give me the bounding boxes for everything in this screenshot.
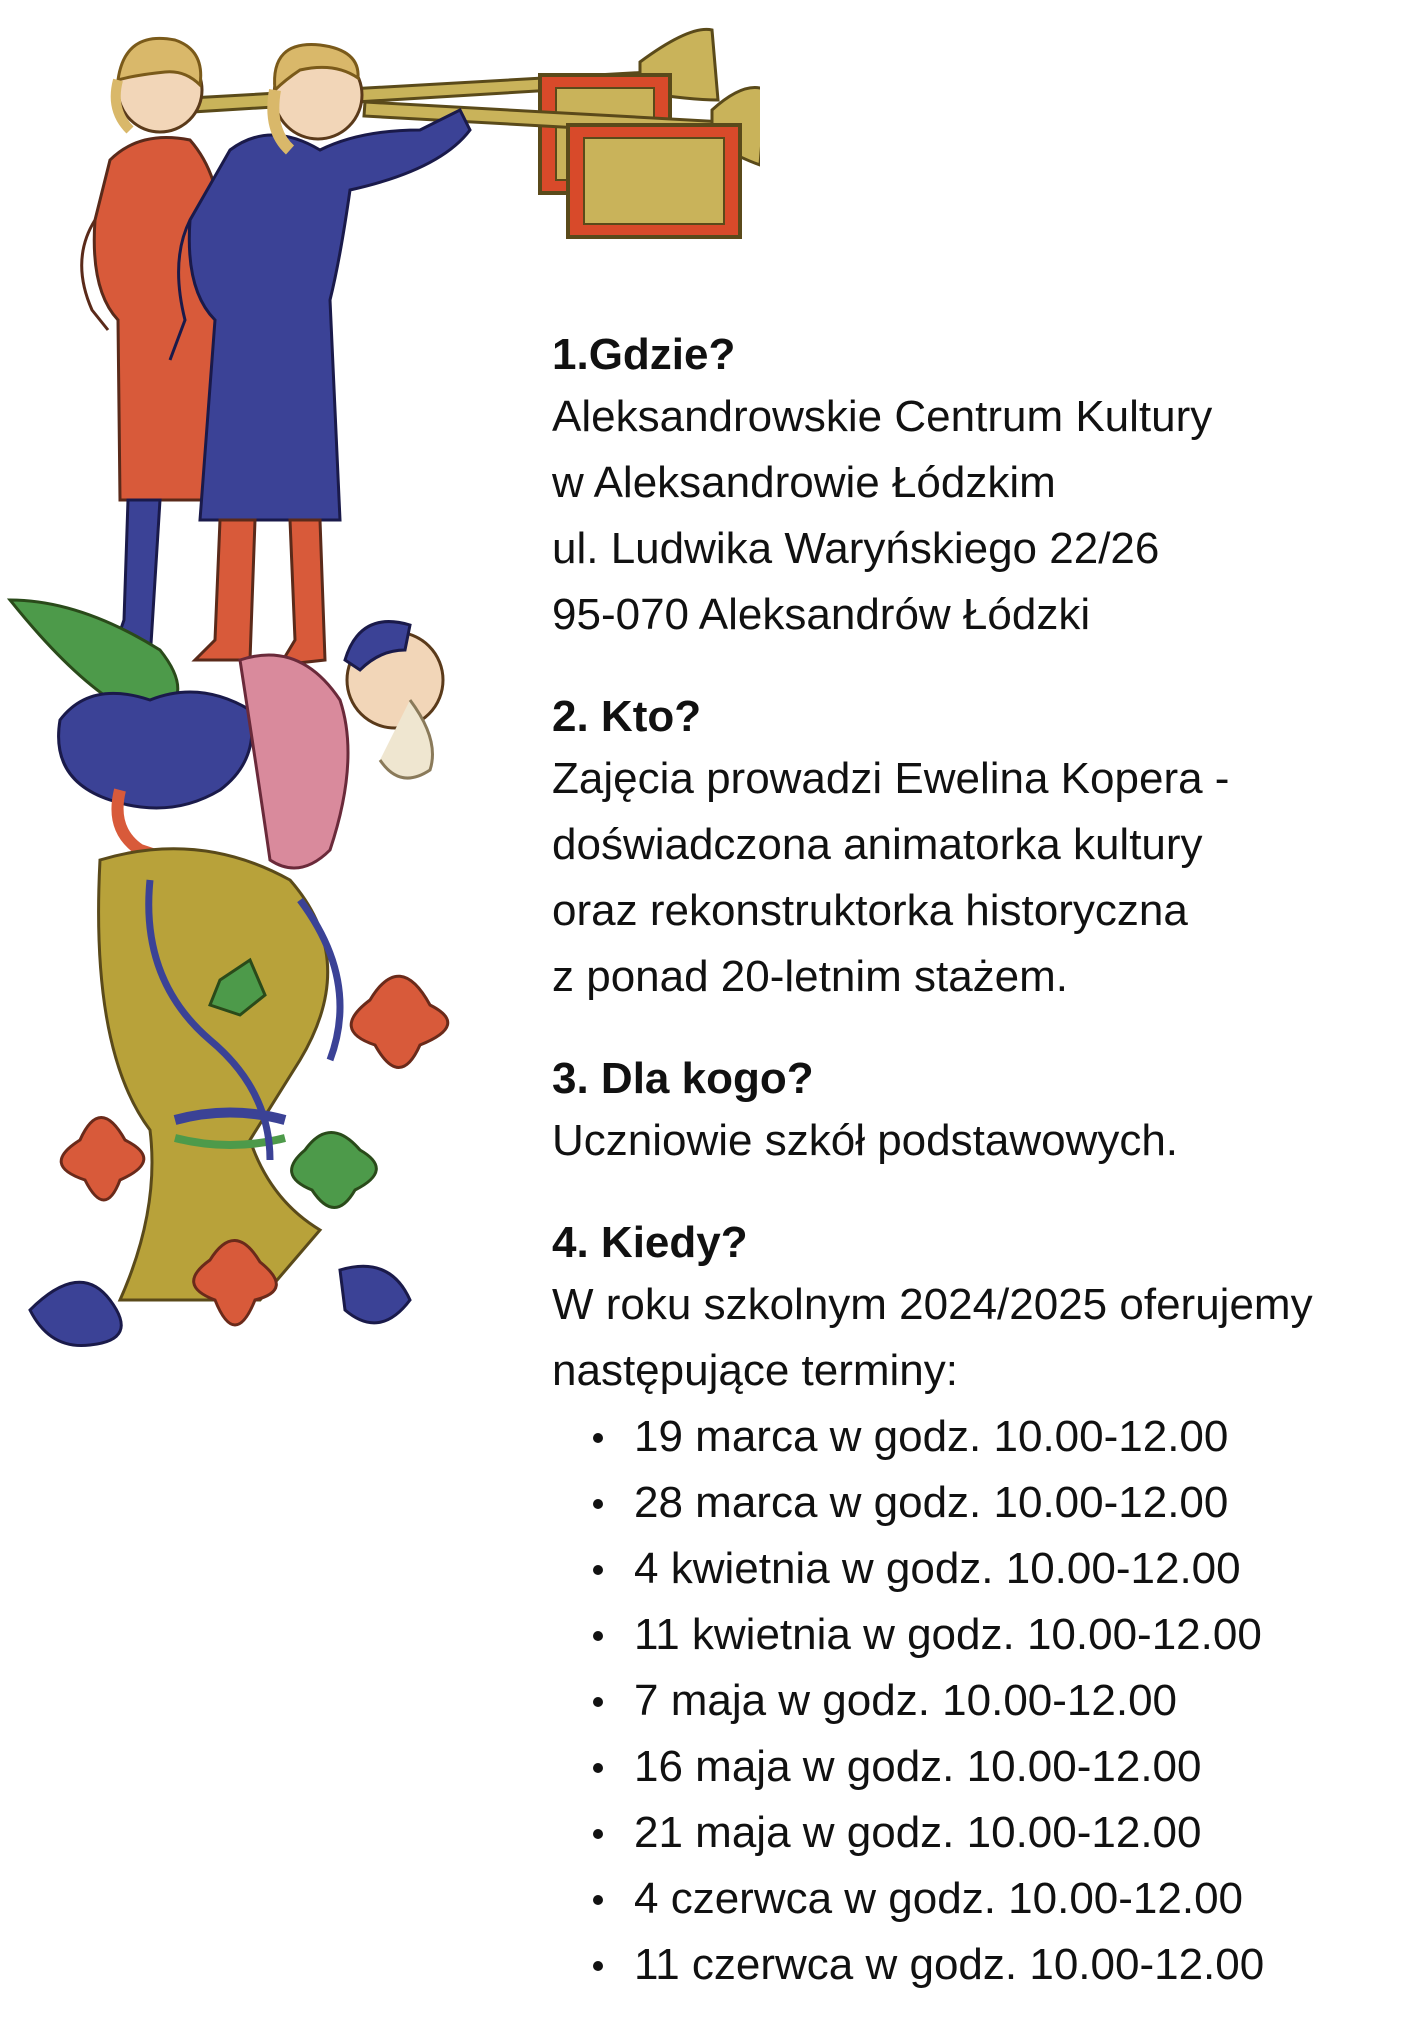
who-line: oraz rekonstruktorka historyczna [552, 886, 1188, 935]
section-where [552, 326, 1402, 648]
address-venue: Aleksandrowskie Centrum Kultury [552, 392, 1213, 441]
date-item: 4 czerwca w godz. 10.00-12.00 [552, 1866, 1402, 1932]
section-for-whom [552, 1050, 1402, 1174]
who-line: doświadczona animatorka kultury [552, 820, 1203, 869]
date-item: 7 maja w godz. 10.00-12.00 [552, 1668, 1402, 1734]
when-intro-line: następujące terminy: [552, 1346, 958, 1395]
who-line: z ponad 20-letnim stażem. [552, 952, 1069, 1001]
date-item: 28 marca w godz. 10.00-12.00 [552, 1470, 1402, 1536]
ornament-stem [99, 849, 340, 1300]
section-heading-for-whom: 3. Dla kogo? [552, 1054, 814, 1103]
trumpeter-red [82, 38, 221, 660]
section-heading-where: 1.Gdzie? [552, 330, 736, 379]
audience-line: Uczniowie szkół podstawowych. [552, 1116, 1179, 1165]
when-intro-line: W roku szkolnym 2024/2025 oferujemy [552, 1280, 1313, 1329]
info-content [552, 326, 1402, 2038]
section-when [552, 1214, 1402, 1998]
date-item: 11 kwietnia w godz. 10.00-12.00 [552, 1602, 1402, 1668]
date-item: 19 marca w godz. 10.00-12.00 [552, 1404, 1402, 1470]
date-item: 4 kwietnia w godz. 10.00-12.00 [552, 1536, 1402, 1602]
address-town: w Aleksandrowie Łódzkim [552, 458, 1056, 507]
date-item: 11 czerwca w godz. 10.00-12.00 [552, 1932, 1402, 1998]
address-street: ul. Ludwika Waryńskiego 22/26 [552, 524, 1160, 573]
trumpeter-blue [170, 45, 470, 665]
section-heading-who: 2. Kto? [552, 692, 702, 741]
date-item: 21 maja w godz. 10.00-12.00 [552, 1800, 1402, 1866]
section-who [552, 688, 1402, 1010]
section-heading-when: 4. Kiedy? [552, 1218, 748, 1267]
address-postcode: 95-070 Aleksandrów Łódzki [552, 590, 1091, 639]
date-item: 16 maja w godz. 10.00-12.00 [552, 1734, 1402, 1800]
who-line: Zajęcia prowadzi Ewelina Kopera - [552, 754, 1230, 803]
dates-list [552, 1404, 1402, 1998]
